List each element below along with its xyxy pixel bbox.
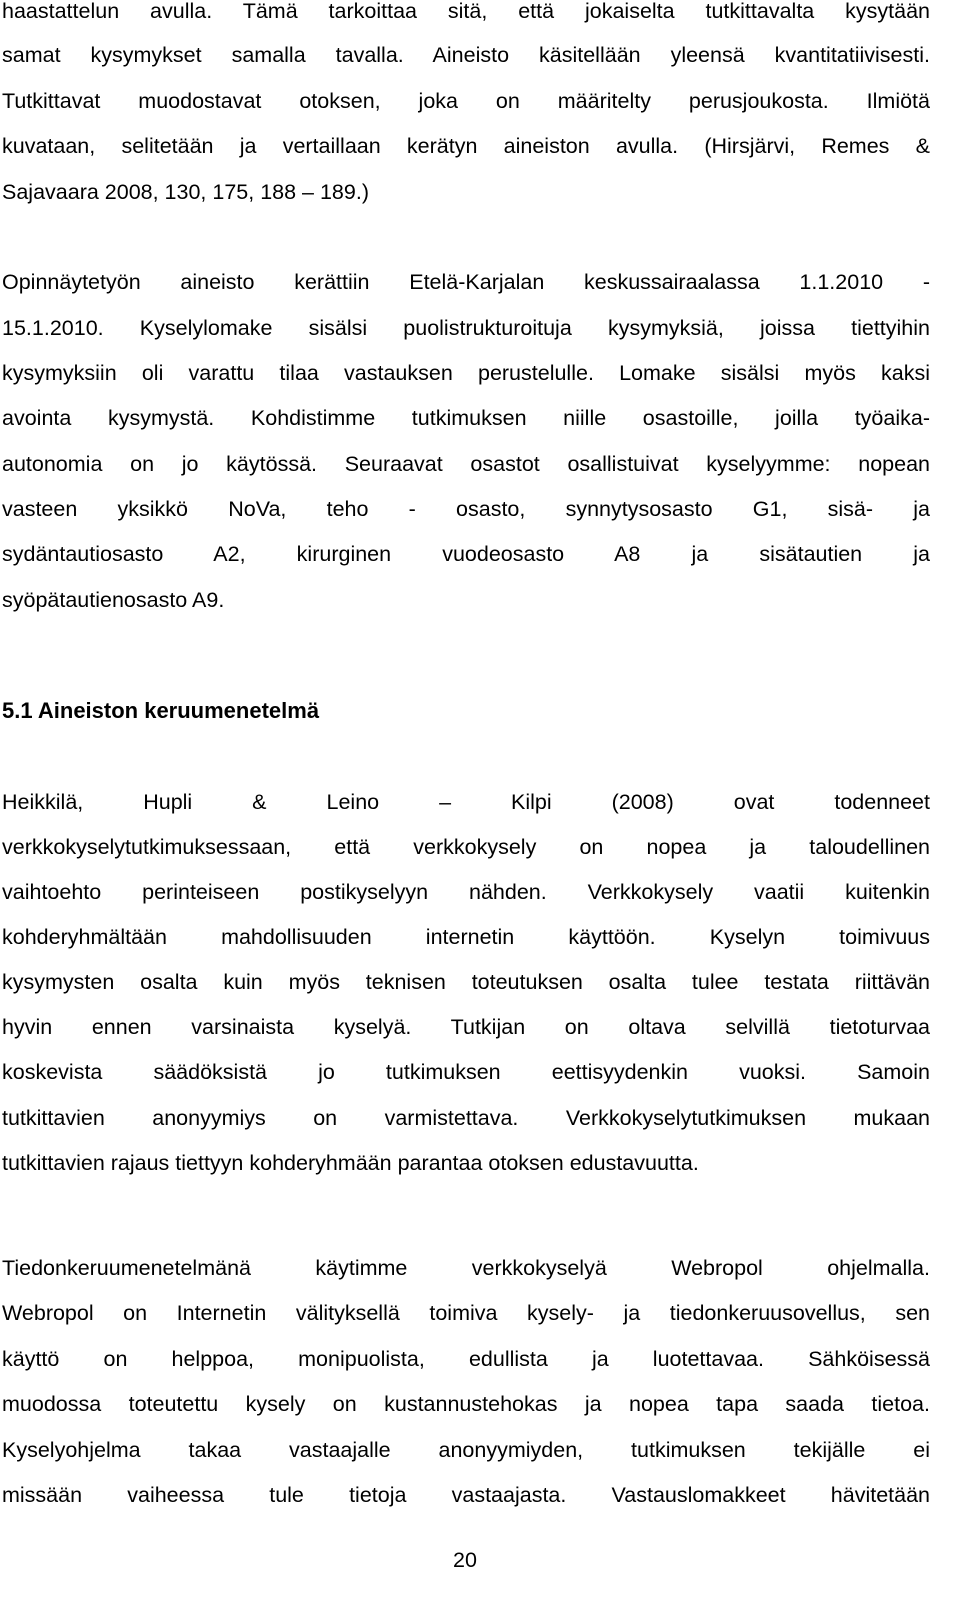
paragraph-2-line-8: syöpätautienosasto A9.: [2, 588, 225, 612]
paragraph-3-line-2: verkkokyselytutkimuksessaan, että verkkokysely on nopea ja taloudellinen: [2, 835, 930, 859]
paragraph-2-line-1: Opinnäytetyön aineisto kerättiin Etelä-Karjalan keskussairaalassa 1.1.2010 -: [2, 270, 930, 294]
paragraph-3-line-1: Heikkilä, Hupli & Leino – Kilpi (2008) ovat todenneet: [2, 790, 930, 814]
paragraph-2-line-6: vasteen yksikkö NoVa, teho - osasto, synnytysosasto G1, sisä- ja: [2, 497, 930, 521]
paragraph-3-line-6: hyvin ennen varsinaista kyselyä. Tutkijan on oltava selvillä tietoturvaa: [2, 1015, 930, 1039]
paragraph-2-line-2: 15.1.2010. Kyselylomake sisälsi puolistrukturoituja kysymyksiä, joissa tiettyihin: [2, 316, 930, 340]
paragraph-2-line-5: autonomia on jo käytössä. Seuraavat osastot osallistuivat kyselyymme: nopean: [2, 452, 930, 476]
paragraph-3-line-5: kysymysten osalta kuin myös teknisen toteutuksen osalta tulee testata riittävän: [2, 970, 930, 994]
paragraph-1-line-4: kuvataan, selitetään ja vertaillaan kerätyn aineiston avulla. (Hirsjärvi, Remes &: [2, 134, 930, 158]
paragraph-1-line-2: samat kysymykset samalla tavalla. Aineisto käsitellään yleensä kvantitatiivisesti.: [2, 43, 930, 67]
paragraph-3-line-3: vaihtoehto perinteiseen postikyselyyn nähden. Verkkokysely vaatii kuitenkin: [2, 880, 930, 904]
paragraph-3-line-4: kohderyhmältään mahdollisuuden internetin käyttöön. Kyselyn toimivuus: [2, 925, 930, 949]
paragraph-4-line-2: Webropol on Internetin välityksellä toimiva kysely- ja tiedonkeruusovellus, sen: [2, 1301, 930, 1325]
paragraph-2-line-3: kysymyksiin oli varattu tilaa vastauksen perustelulle. Lomake sisälsi myös kaksi: [2, 361, 930, 385]
paragraph-3-line-8: tutkittavien anonyymiys on varmistettava. Verkkokyselytutkimuksen mukaan: [2, 1106, 930, 1130]
paragraph-1-line-1: haastattelun avulla. Tämä tarkoittaa sitä, että jokaiselta tutkittavalta kysytään: [2, 0, 930, 23]
section-heading: 5.1 Aineiston keruumenetelmä: [2, 698, 320, 723]
paragraph-1-line-5: Sajavaara 2008, 130, 175, 188 – 189.): [2, 180, 369, 204]
paragraph-4-line-6: missään vaiheessa tule tietoja vastaajasta. Vastauslomakkeet hävitetään: [2, 1483, 930, 1507]
paragraph-4-line-3: käyttö on helppoa, monipuolista, edullista ja luotettavaa. Sähköisessä: [2, 1347, 930, 1371]
paragraph-3-line-7: koskevista säädöksistä jo tutkimuksen eettisyydenkin vuoksi. Samoin: [2, 1060, 930, 1084]
page-number: 20: [453, 1548, 477, 1572]
paragraph-4-line-5: Kyselyohjelma takaa vastaajalle anonyymiyden, tutkimuksen tekijälle ei: [2, 1438, 930, 1462]
paragraph-2-line-7: sydäntautiosasto A2, kirurginen vuodeosasto A8 ja sisätautien ja: [2, 542, 930, 566]
paragraph-4-line-4: muodossa toteutettu kysely on kustannustehokas ja nopea tapa saada tietoa.: [2, 1392, 930, 1416]
paragraph-1-line-3: Tutkittavat muodostavat otoksen, joka on määritelty perusjoukosta. Ilmiötä: [2, 89, 930, 113]
paragraph-3-line-9: tutkittavien rajaus tiettyyn kohderyhmään parantaa otoksen edustavuutta.: [2, 1151, 699, 1175]
paragraph-2-line-4: avointa kysymystä. Kohdistimme tutkimuksen niille osastoille, joilla työaika-: [2, 406, 930, 430]
paragraph-4-line-1: Tiedonkeruumenetelmänä käytimme verkkokyselyä Webropol ohjelmalla.: [2, 1256, 930, 1280]
